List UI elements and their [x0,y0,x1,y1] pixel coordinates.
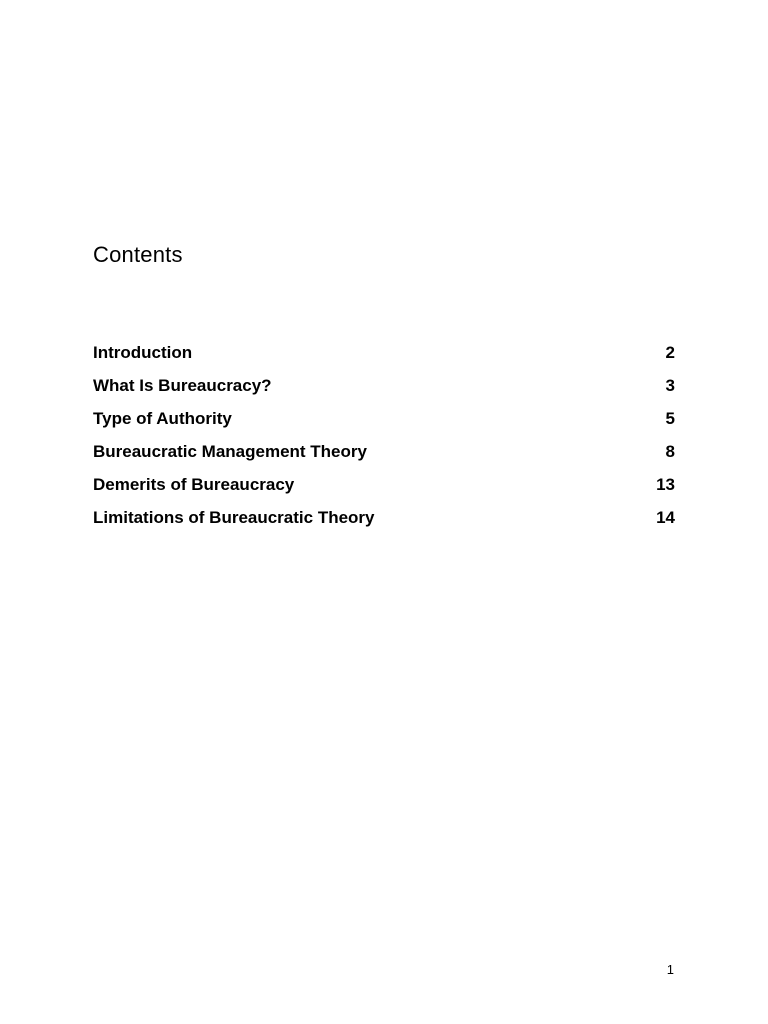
toc-entry-title: Introduction [93,343,193,362]
page-number: 1 [666,962,674,977]
toc-entry-title: Bureaucratic Management Theory [93,442,367,461]
toc-entry[interactable] [93,375,675,408]
toc-entry-title: Type of Authority [93,409,232,428]
toc-entry-title: What Is Bureaucracy? [93,376,272,395]
toc-entry-title: Limitations of Bureaucratic Theory [93,508,375,527]
toc-entry-page: 3 [665,376,675,395]
toc-entry-page: 5 [665,409,675,428]
toc-entry-title: Demerits of Bureaucracy [93,475,295,494]
toc-entry-page: 2 [665,343,675,362]
toc-entry[interactable] [93,474,675,507]
toc-entry-page: 14 [656,508,675,527]
toc-entry[interactable] [93,342,675,375]
table-of-contents [93,342,675,540]
toc-entry[interactable] [93,441,675,474]
toc-entry-page: 8 [665,442,675,461]
toc-entry[interactable] [93,507,675,540]
contents-heading: Contents [93,242,183,267]
toc-entry[interactable] [93,408,675,441]
toc-entry-page: 13 [656,475,675,494]
